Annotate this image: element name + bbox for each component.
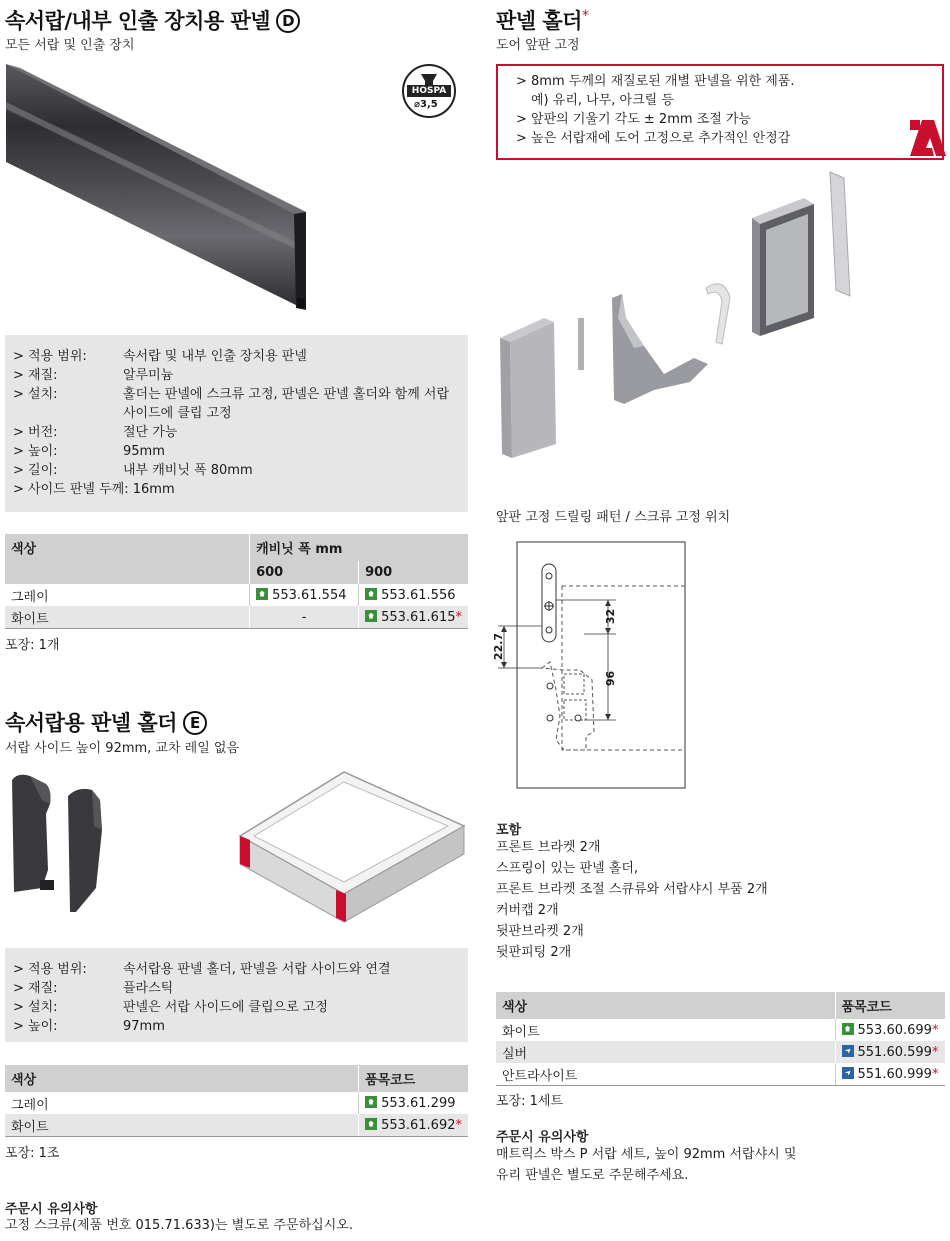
list-item: 뒷판브라켓 2개 [496,924,584,939]
star-mark: * [455,1117,462,1133]
code-900: 553.61.556 [381,587,456,603]
drilling-pattern-diagram [494,540,688,790]
cell-color: 그레이 [11,1097,49,1113]
section-e-note-text: 고정 스크류(제품 번호 015.71.633)는 별도로 주문하십시오. [5,1218,353,1233]
spec-label: > 높이: [13,444,58,459]
cell-code [359,1114,468,1136]
spec-key: 재질: [28,981,58,996]
house-icon [365,588,377,600]
house-icon [842,1023,854,1035]
spec-label: > 재질: [13,981,58,996]
code: 551.60.599 [857,1044,932,1060]
spec-value: 홀더는 판넬에 스크류 고정, 판넬은 판넬 홀더와 함께 서랍 사이드에 클립 고정 [123,387,450,421]
cell-color: 화이트 [502,1024,540,1040]
feature-text: 8mm 두께의 재질로된 개별 판넬을 위한 제품. [531,74,795,89]
cell-color: 그레이 [11,589,49,605]
spec-value: 절단 가능 [123,425,178,440]
spec-label: > 사이드 판넬 두께: 16mm [13,482,175,497]
cell-code-900 [359,606,468,628]
drawer-image [236,766,468,926]
right-heading: 판넬 홀더 [496,9,582,33]
cell-code [835,1041,945,1063]
spec-key: 설치: [28,387,58,402]
spec-key: 높이: [28,444,58,459]
panel-holder-image [6,770,106,918]
cell-code-600: - [250,606,359,628]
spec-label: > 설치: [13,1000,58,1015]
list-item: 스프링이 있는 판넬 홀더, [496,861,639,876]
plane-icon [842,1045,854,1057]
col-color: 색상 [5,534,250,561]
cell-color: 안트라사이트 [502,1068,578,1084]
feature-text: 앞판의 기울기 각도 ± 2mm 조절 가능 [531,112,752,127]
badge-e: E [183,711,207,735]
drill-caption: 앞판 고정 드릴링 패턴 / 스크류 고정 위치 [496,510,731,525]
dim-96-label: 96 [604,670,618,687]
spec-label: > 높이: [13,1019,58,1034]
brand-logo-icon [908,118,946,158]
right-subtitle: 도어 앞판 고정 [496,38,580,53]
spec-key: 적용 범위: [28,349,87,364]
section-d-heading: 속서랍/내부 인출 장치용 판넬 [5,9,271,33]
spec-label: > 길이: [13,463,58,478]
star-mark: * [931,1044,939,1060]
section-d-title [5,5,300,35]
right-note-title: 주문시 유의사항 [496,1130,589,1145]
code: 553.61.692 [381,1117,456,1133]
feature-item [516,91,930,110]
spec-value: 95mm [123,444,165,459]
list-item: 프론트 브라켓 조절 스큐류와 서랍샤시 부품 2개 [496,882,768,897]
cell-code [359,1092,468,1114]
hospa-logo [402,64,456,118]
panel-holder-parts-image [494,168,864,466]
code: 551.60.999 [857,1066,932,1082]
house-icon [365,1118,377,1130]
includes-list [496,837,768,963]
code-900: 553.61.615 [381,609,456,625]
house-icon [365,1096,377,1108]
spec-key: 길이: [28,463,58,478]
feature-item: > 높은 서랍재에 도어 고정으로 추가적인 안정감 [516,131,791,146]
star-mark: * [455,609,462,625]
spec-value: 내부 캐비닛 폭 80mm [123,463,253,478]
code: 553.60.699 [857,1022,932,1038]
cell-color: 화이트 [5,1114,359,1136]
note-line: 유리 판넬은 별도로 주문해주세요. [496,1168,689,1183]
cell-color: 실버 [496,1041,835,1063]
star-mark: * [931,1022,939,1038]
spec-key: 적용 범위: [28,962,87,977]
feature-item: > 앞판의 기울기 각도 ± 2mm 조절 가능 [516,112,752,127]
cell-color: 화이트 [5,606,250,628]
star-mark: * [931,1066,939,1082]
note-line: 매트릭스 박스 P 서랍 세트, 높이 92mm 서랍샤시 및 [496,1147,797,1162]
spec-key: 높이: [28,1019,58,1034]
cell-code-600 [250,584,359,606]
section-d-pack: 포장: 1개 [5,638,60,653]
hospa-text: HOSPA [407,85,451,97]
spec-value: 알루미늄 [123,368,174,383]
list-item: 뒷판피팅 2개 [496,945,572,960]
section-e-subtitle: 서랍 사이드 높이 92mm, 교차 레일 없음 [5,741,240,756]
cell-code-900 [359,584,468,606]
right-title [496,5,588,35]
feature-item: > 8mm 두께의 재질로된 개별 판넬을 위한 제품. [516,74,795,89]
dim-32-label: 32 [604,608,618,625]
col-code: 품목코드 [359,1065,468,1092]
spec-key: 설치: [28,1000,58,1015]
spec-label: > 재질: [13,368,58,383]
section-e-table [5,1065,468,1137]
col-600: 600 [250,561,359,584]
right-note-text [496,1144,796,1186]
spec-value: 플라스틱 [123,981,174,996]
spec-label: > 적용 범위: [13,962,87,977]
table-row [5,584,468,606]
table-row [5,606,468,628]
feature-box [496,64,944,160]
section-e-note-title: 주문시 유의사항 [5,1202,98,1217]
right-pack: 포장: 1세트 [496,1094,564,1109]
star-mark: * [581,8,589,24]
house-icon [365,610,377,622]
section-d-subtitle: 모든 서랍 및 인출 장치 [5,38,135,53]
right-table [496,992,945,1086]
plane-icon [842,1067,854,1079]
cell-code [835,1019,945,1041]
spec-key: 재질: [28,368,58,383]
badge-d: D [276,9,300,33]
hospa-size-value: 3,5 [420,99,438,110]
spec-value: 판넬은 서랍 사이드에 클립으로 고정 [123,1000,328,1015]
spec-value: 97mm [123,1019,165,1034]
table-row [496,1041,945,1063]
section-d-table [5,534,468,629]
col-code: 품목코드 [835,992,945,1019]
col-cabinet-width: 캐비닛 폭 mm [250,534,468,561]
section-e-specs [5,948,468,1042]
dim-22-7-label: 22.7 [492,632,506,661]
section-e-heading: 속서랍용 판넬 홀더 [5,711,177,735]
table-row [496,1019,945,1041]
code: 553.61.299 [381,1095,456,1111]
col-900: 900 [359,561,468,584]
col-color: 색상 [5,1065,359,1092]
spec-label: > 버전: [13,425,58,440]
section-d-specs [5,335,468,512]
spec-key: 버전: [28,425,58,440]
spec-key: 사이드 판넬 두께: [28,482,129,497]
spec-value: 속서랍용 판넬 홀더, 판넬을 서랍 사이드와 연결 [123,962,391,977]
col-color-blank [5,561,250,584]
list-item: 커버캡 2개 [496,903,559,918]
cell-code [835,1063,945,1085]
spec-label: > 설치: [13,387,58,402]
section-e-title [5,707,207,737]
spec-value: 16mm [132,482,175,497]
house-icon [256,588,268,600]
table-row [5,1114,468,1136]
list-item: 프론트 브라켓 2개 [496,840,601,855]
includes-title: 포함 [496,823,522,838]
code-600: 553.61.554 [272,587,347,603]
spec-label: > 적용 범위: [13,349,87,364]
spec-value: 속서랍 및 내부 인출 장치용 판넬 [123,349,307,364]
section-e-pack: 포장: 1조 [5,1146,60,1161]
hospa-size: ⌀3,5 [414,99,438,110]
table-row [5,1092,468,1114]
feature-text: 높은 서랍재에 도어 고정으로 추가적인 안정감 [531,131,791,146]
col-color: 색상 [496,992,835,1019]
table-row [496,1063,945,1085]
aluminium-panel-image [4,62,310,314]
feature-text: 예) 유리, 나무, 아크릴 등 [531,93,674,108]
